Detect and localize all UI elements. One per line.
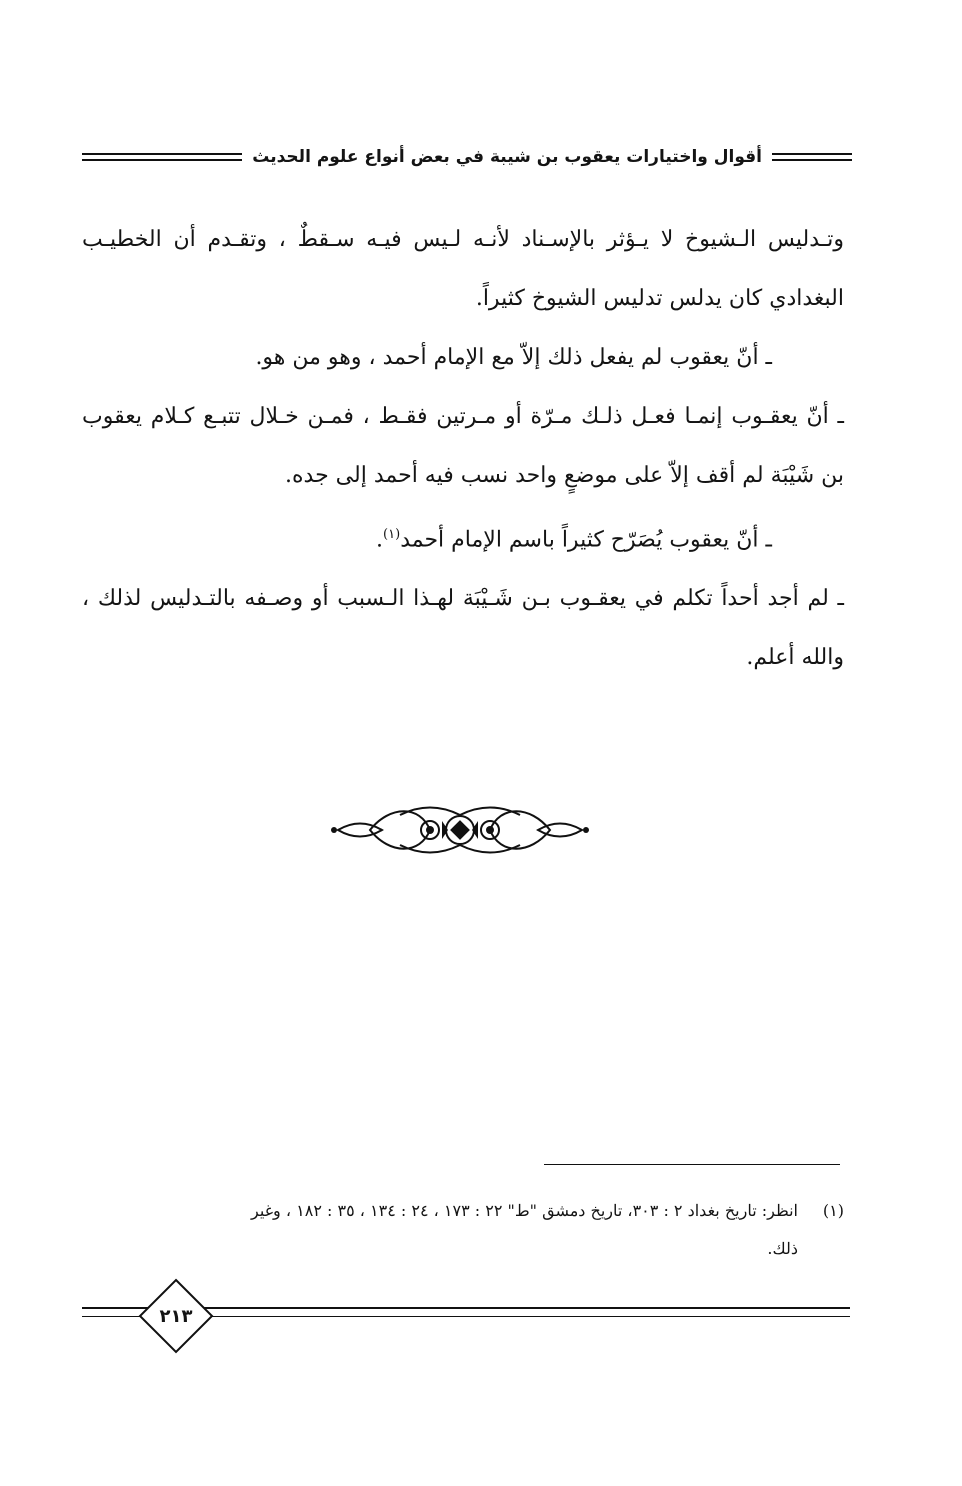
page-number: ٢١٣ bbox=[159, 1305, 193, 1327]
header-title: أقوال واختيارات يعقوب بن شيبة في بعض أنواع علوم الحديث bbox=[252, 147, 762, 167]
footnote-number: (١) bbox=[822, 1201, 844, 1220]
paragraph-4 bbox=[82, 505, 844, 569]
header-rule-left bbox=[82, 153, 242, 161]
paragraph-3: ـ أنّ يعقـوب إنمـا فعـل ذلـك مـرّة أو مـرتين فقـط ، فمـن خـلال تتبـع كـلام يعقوب بن شَيْبَة لم أقف إلاّ على موضعٍ واحد نسب فيه أحمد إلى جده. bbox=[82, 404, 844, 488]
footnote-separator bbox=[544, 1164, 840, 1165]
footnote-text: انظر: تاريخ بغداد ٢ : ٣٠٣، تاريخ دمشق "ط" ٢٢ : ١٧٣ ، ٢٤ : ١٣٤ ، ٣٥ : ١٨٢ ، وغير bbox=[251, 1201, 798, 1220]
paragraph-2: ـ أنّ يعقوب لم يفعل ذلك إلاّ مع الإمام أحمد ، وهو من هو. bbox=[255, 345, 772, 370]
header-rule-right bbox=[772, 153, 852, 161]
paragraph-1: وتـدليس الـشيوخ لا يـؤثر بالإسـناد لأنـه لـيس فيـه سـقطٌ ، وتقـدم أن الخطيـب البغدادي كان يدلس تدليس الشيوخ كثيراً. bbox=[82, 227, 844, 311]
page-number-frame bbox=[138, 1278, 214, 1354]
footnote-reference[interactable]: (١) bbox=[383, 527, 401, 542]
footnote bbox=[82, 1192, 844, 1268]
ornament-divider bbox=[330, 795, 590, 865]
paragraph-5: ـ لم أجد أحداً تكلم في يعقـوب بـن شَـيْبَة لهـذا الـسبب أو وصـفه بالتـدليس لذلك ، والله أعلم. bbox=[82, 586, 844, 671]
body-text bbox=[82, 210, 844, 687]
paragraph-4-period: . bbox=[376, 527, 384, 553]
paragraph-4-text: ـ أنّ يعقوب يُصَرّح كثيراً باسم الإمام أحمد bbox=[400, 527, 772, 553]
footnote-continuation: ذلك. bbox=[767, 1239, 798, 1258]
running-header bbox=[82, 142, 852, 172]
footnote-line bbox=[82, 1192, 844, 1230]
